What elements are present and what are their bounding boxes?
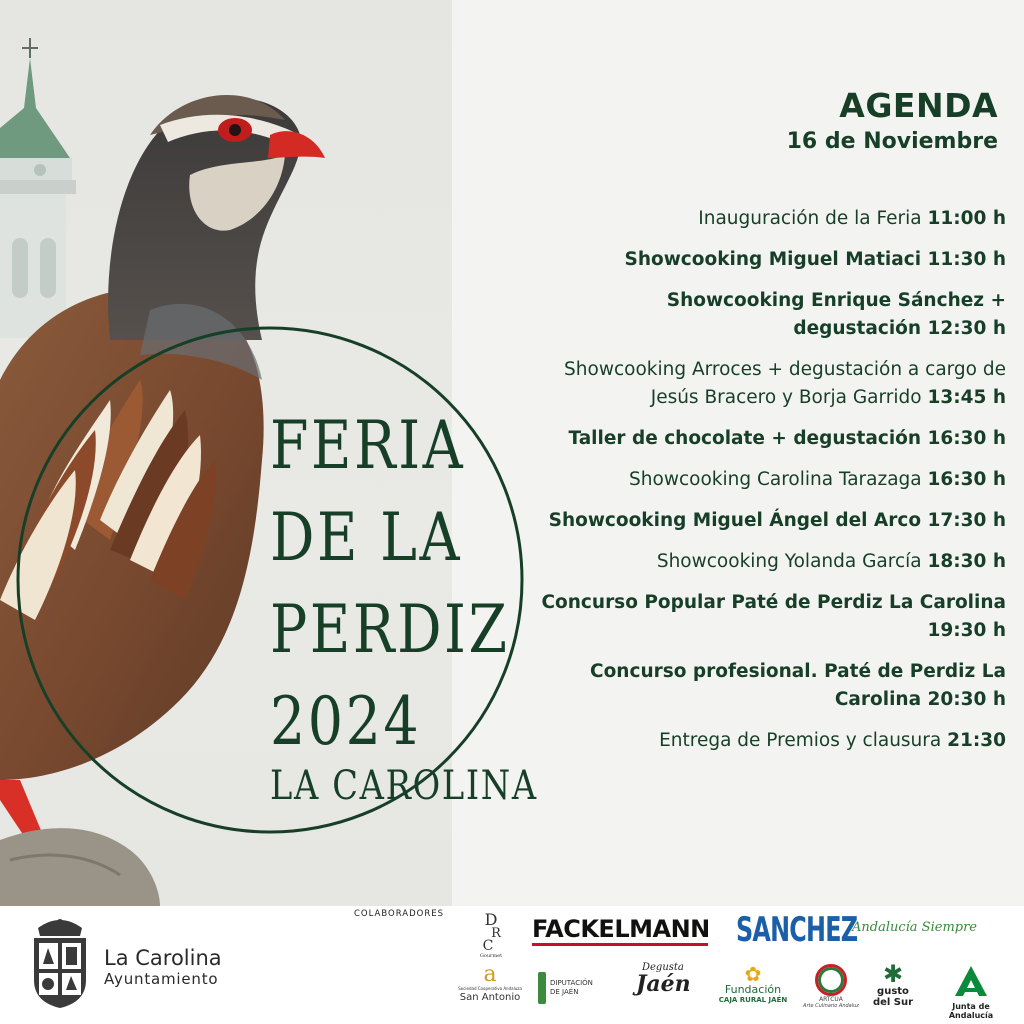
ayuntamiento-sub: Ayuntamiento	[104, 970, 219, 988]
diputacion-jaen-logo	[538, 972, 598, 1004]
san-antonio-small: Sociedad Cooperativa Andaluza	[458, 986, 522, 991]
title-line: 2024	[270, 683, 422, 760]
agenda-event: Taller de chocolate + degustación	[568, 428, 928, 449]
drc-gourmet-logo: D R C Gourmet	[474, 912, 508, 959]
ayuntamiento-logo-text	[104, 946, 222, 988]
degusta-main: Jaén	[636, 971, 691, 997]
agenda-event: Concurso Popular Paté de Perdiz La Carolina	[541, 592, 1006, 613]
fundacion-caja-rural-logo: ✿ Fundación CAJA RURAL JAÉN	[718, 962, 788, 1004]
agenda-heading: AGENDA	[839, 86, 998, 125]
drc-sub: Gourmet	[479, 953, 503, 959]
agenda-item	[536, 287, 1006, 343]
agenda-time: 16:30 h	[927, 428, 1006, 449]
gusto-del-sur-logo: ✱ gusto del Sur	[872, 960, 914, 1008]
fundacion-sub: CAJA RURAL JAÉN	[718, 996, 788, 1004]
sponsor-footer	[0, 906, 1024, 1024]
diputacion-text: DIPUTACIÓN DE JAÉN	[550, 979, 593, 996]
ayuntamiento-name: La Carolina	[104, 946, 222, 970]
agenda-item	[536, 425, 1006, 453]
agenda-event: Showcooking Carolina Tarazaga	[629, 469, 928, 490]
title-line: FERIA	[270, 407, 466, 484]
artcua-sub: Arte Culinario Andaluz	[803, 1003, 859, 1009]
agenda-event: Showcooking Miguel Matiaci	[624, 249, 928, 270]
agenda-event: Entrega de Premios y clausura	[659, 730, 948, 751]
agenda-item	[536, 205, 1006, 233]
agenda-event: Concurso profesional. Paté de Perdiz La Carolina	[590, 661, 1006, 710]
coat-of-arms-icon	[30, 914, 90, 1010]
agenda-item	[536, 246, 1006, 274]
agenda-event: Showcooking Yolanda García	[656, 551, 928, 572]
agenda-time: 12:30 h	[927, 318, 1006, 339]
agenda-date: 16 de Noviembre	[786, 129, 998, 154]
agenda-time: 19:30 h	[927, 620, 1006, 641]
junta-icon	[953, 964, 989, 998]
san-antonio-name: San Antonio	[459, 992, 521, 1003]
junta-andalucia-logo	[930, 964, 1012, 1020]
artcua-name: ARTCUA	[819, 996, 843, 1003]
title-subtitle: LA CAROLINA	[270, 763, 538, 809]
agenda-time: 18:30 h	[927, 551, 1006, 572]
degusta-top: Degusta	[642, 962, 684, 973]
agenda-time: 20:30 h	[927, 689, 1006, 710]
title-line: PERDIZ	[270, 591, 510, 668]
agenda-time: 16:30 h	[927, 469, 1006, 490]
san-antonio-logo: a Sociedad Cooperativa Andaluza San Antonio	[458, 962, 522, 1003]
agenda-time: 13:45 h	[927, 387, 1006, 408]
diputacion-icon	[538, 972, 546, 1004]
colaboradores-label: COLABORADORES	[354, 909, 445, 919]
agenda-item	[536, 548, 1006, 576]
agenda-item	[536, 356, 1006, 412]
fundacion-name: Fundación	[724, 983, 782, 996]
agenda-header	[787, 86, 998, 158]
agenda-item	[536, 589, 1006, 645]
artcua-logo	[800, 964, 862, 1009]
agenda-time: 11:00 h	[927, 208, 1006, 229]
agenda-time: 21:30	[947, 730, 1006, 751]
agenda-time: 11:30 h	[927, 249, 1006, 270]
agenda-time: 17:30 h	[927, 510, 1006, 531]
fackelmann-logo	[532, 916, 710, 946]
agenda-item	[536, 727, 1006, 755]
fackelmann-text: FACKELMANN	[532, 915, 710, 943]
agenda-event: Showcooking Enrique Sánchez + degustación	[666, 290, 1006, 339]
andalucia-siempre-logo: Andalucía Siempre	[852, 920, 977, 935]
degusta-jaen-logo	[612, 962, 691, 995]
agenda-event: Showcooking Miguel Ángel del Arco	[548, 510, 928, 531]
agenda-list	[536, 205, 1006, 768]
agenda-item	[536, 507, 1006, 535]
agenda-item	[536, 466, 1006, 494]
gusto-text: gusto del Sur	[872, 986, 914, 1008]
sanchez-logo: SANCHEZ	[736, 910, 858, 950]
junta-text: Junta de Andalucía	[948, 1002, 994, 1020]
agenda-event: Showcooking Arroces + degustación a cargo de Jesús Bracero y Borja Garrido	[564, 359, 1006, 408]
agenda-event: Inauguración de la Feria	[698, 208, 928, 229]
agenda-item	[536, 658, 1006, 714]
title-line: DE LA	[270, 499, 463, 576]
